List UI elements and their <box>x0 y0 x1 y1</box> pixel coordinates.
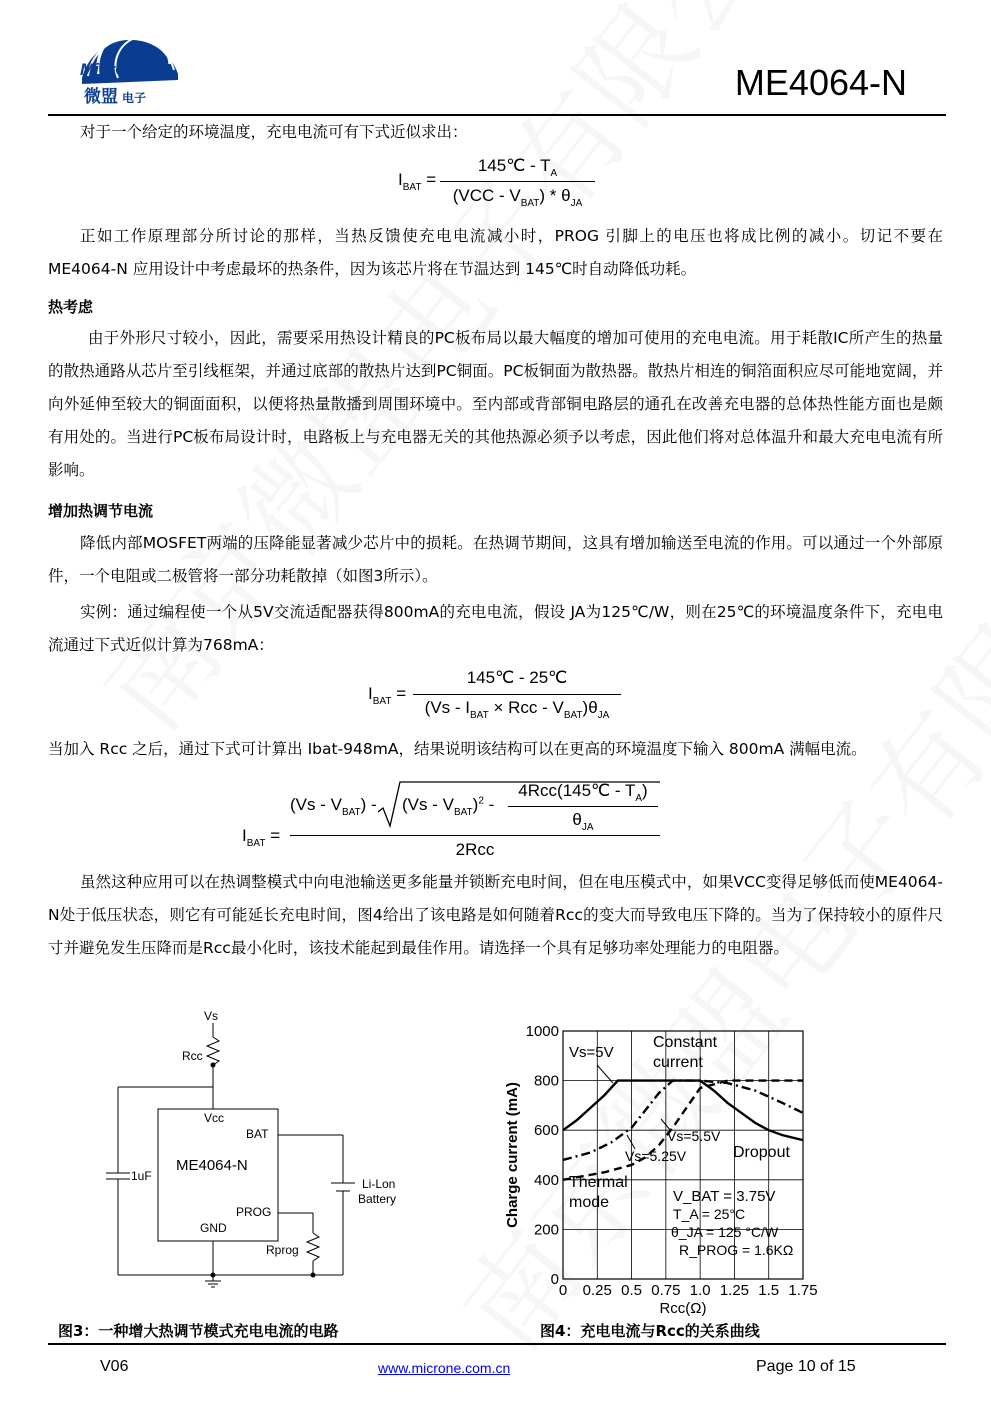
chart-annotation: Vs=5.5V <box>667 1128 721 1144</box>
circuit-label-battery-1: Li-Lon <box>362 1177 396 1191</box>
footer-rule <box>48 1343 946 1345</box>
chart-ytick-label: 200 <box>533 1221 559 1239</box>
chart-xlabel: Rcc(Ω) <box>659 1300 707 1317</box>
node-dot <box>211 1063 216 1068</box>
f3-fraction-bar <box>290 835 660 836</box>
f2-den-c: )θ <box>582 698 598 717</box>
chart-annotation: R_PROG = 1.6KΩ <box>679 1242 794 1258</box>
chart-ytick-label: 800 <box>533 1072 559 1090</box>
f3-num-b: ) - <box>360 795 377 814</box>
f3-rad-b: ) <box>472 795 479 814</box>
f1-num: 145℃ - T <box>477 156 551 175</box>
footer-url-link[interactable]: www.microne.com.cn <box>378 1360 511 1376</box>
f3-inner-bar <box>508 806 658 807</box>
f1-fraction-bar <box>440 181 595 182</box>
chart-xtick-label: 1.5 <box>758 1282 780 1299</box>
logo-cn-main: 微盟 <box>84 87 118 107</box>
f2-den-sub2: BAT <box>563 710 583 721</box>
f1-num-sub: A <box>550 168 558 179</box>
f1-den-b: ) * θ <box>539 186 571 205</box>
chart-xtick-label: 1.75 <box>788 1282 818 1299</box>
chart-xtick-label: 1.25 <box>719 1282 750 1299</box>
f3-lhs: I <box>242 826 247 845</box>
chart-annotation: Vs=5.25V <box>625 1148 687 1164</box>
f3-rad-sup: 2 <box>478 795 484 807</box>
intro-text: 对于一个给定的环境温度，充电电流可有下式近似求出： <box>80 123 468 141</box>
f3-inner-den: θ <box>572 810 582 829</box>
f1-lhs: I <box>398 170 403 189</box>
para-4: 实例：通过编程使一个从5V交流适配器获得800mA的充电电流，假设 JA为125℃/W，则在25℃的环境温度条件下，充电电流通过下式近似计算为768mA： <box>48 603 943 654</box>
circuit-label-vs: Vs <box>204 1009 219 1023</box>
f2-den-sub3: JA <box>597 710 610 721</box>
f1-den-sub2: JA <box>570 198 583 209</box>
chart-annotation: mode <box>569 1194 610 1211</box>
chart-xtick-label: 1.0 <box>689 1282 711 1299</box>
chart-xtick-label: 0.75 <box>651 1282 681 1299</box>
f3-eq: = <box>270 826 281 845</box>
para-3: 降低内部MOSFET两端的压降能显著减少芯片中的损耗。在热调节期间，这具有增加输送至电流的作用。可以通过一个外部原件，一个电阻或二极管将一部分功耗散掉（如图3所示）。 <box>48 534 943 585</box>
f2-lhs-sub: BAT <box>372 696 392 707</box>
f2-den-b: × Rcc - V <box>488 698 564 717</box>
f2-num: 145℃ - 25℃ <box>466 668 568 687</box>
circuit-label-prog: PROG <box>236 1205 272 1219</box>
f3-rad-c: - <box>483 795 495 814</box>
f3-denominator: 2Rcc <box>455 840 495 859</box>
f1-den-sub1: BAT <box>520 198 540 209</box>
f2-den-a: (Vs - I <box>424 698 470 717</box>
para-6: 虽然这种应用可以在热调整模式中向电池输送更多能量并锁断充电时间，但在电压模式中，如果VCC变得足够低而使ME4064-N处于低压状态，则它有可能延长充电时间，图4给出了该电路是如何随着Rcc的变大而导致电压下降的。当为了保持较小的原件尺寸并避免发生压降而是Rcc最小化时，该技术能起到最佳作用。请选择一个具有足够功率处理能力的电阻器。 <box>48 873 943 957</box>
f1-lhs-sub: BAT <box>402 182 422 193</box>
caption-fig3: 图3：一种增大热调节模式充电电流的电路 <box>58 1322 339 1340</box>
f3-inner-den-sub: JA <box>581 822 594 833</box>
chart-ylabel: Charge current (mA) <box>504 1082 521 1228</box>
logo-cn-small: 电子 <box>122 91 147 105</box>
f3-rad-a: (Vs - V <box>402 795 454 814</box>
caption-fig4: 图4：充电电流与Rcc的关系曲线 <box>540 1322 760 1340</box>
heading-thermal: 热考虑 <box>48 298 94 316</box>
circuit-label-chip: ME4064-N <box>176 1157 248 1174</box>
chart-xtick-label: 0 <box>558 1282 568 1299</box>
logo-text: MicrOne <box>80 60 149 79</box>
chart-xtick-label: 0.5 <box>621 1282 643 1299</box>
f3-num-a: (Vs - V <box>290 795 342 814</box>
f3-num-sub1: BAT <box>341 807 361 818</box>
chart-ytick-label: 600 <box>533 1122 559 1140</box>
logo-cn <box>84 82 146 107</box>
node-dot <box>211 1273 216 1278</box>
chart-xtick-label: 0.25 <box>582 1282 612 1299</box>
chart-annotation: V_BAT = 3.75V <box>673 1188 776 1205</box>
f2-lhs: I <box>368 684 373 703</box>
chart-ytick-label: 1000 <box>525 1023 559 1040</box>
footer-version: V06 <box>100 1358 129 1375</box>
circuit-diagram <box>100 1005 420 1310</box>
chart-svg <box>495 1015 825 1320</box>
circuit-label-battery-2: Battery <box>358 1192 397 1206</box>
f3-inner-num: 4Rcc(145℃ - T <box>518 781 636 800</box>
chart-ytick-label: 400 <box>533 1171 559 1189</box>
f2-den-sub1: BAT <box>470 710 489 721</box>
f2-eq: = <box>396 684 407 703</box>
chart-annotation: Constant <box>653 1034 718 1051</box>
para-2: 由于外形尺寸较小，因此，需要采用热设计精良的PC板布局以最大幅度的增加可使用的充电电流。用于耗散IC所产生的热量的散热通路从芯片至引线框架，并通过底部的散热片达到PC铜面。PC板铜面为散热器。散热片相连的铜箔面积应尽可能地宽阔，并向外延伸至较大的铜面面积，以便将热量散播到周围环境中。至内部或背部铜电路层的通孔在改善充电器的总体热性能方面也是颇有用处的。当进行PC板布局设计时，电路板上与充电器无关的其他热源必须予以考虑，因此他们将对总体温升和最大充电电流有所影响。 <box>48 329 943 479</box>
f3-inner-num-end: ) <box>642 781 648 800</box>
f1-den-a: (VCC - V <box>452 186 521 205</box>
chart-ytick-label: 0 <box>550 1271 559 1288</box>
f3-lhs-sub: BAT <box>246 838 266 849</box>
f3-inner-num-sub: A <box>635 793 643 804</box>
circuit-label-gnd: GND <box>200 1221 227 1235</box>
charge-current-chart <box>495 1015 825 1320</box>
circuit-label-rprog: Rprog <box>266 1243 299 1257</box>
circuit-label-cap: 1uF <box>131 1169 152 1183</box>
heading-increase-current: 增加热调节电流 <box>48 502 154 520</box>
footer-page-number: Page 10 of 15 <box>756 1358 856 1375</box>
para-5: 当加入 Rcc 之后，通过下式可计算出 Ibat-948mA，结果说明该结构可以在更高的环境温度下输入 800mA 满幅电流。 <box>48 740 867 758</box>
para-1: 正如工作原理部分所讨论的那样，当热反馈使充电电流减小时，PROG 引脚上的电压也将成比例的减小。切记不要在 ME4064-N 应用设计中考虑最坏的热条件，因为该芯片将在节温达到 145℃时自动降低功耗。 <box>48 227 943 278</box>
node-dot <box>311 1273 316 1278</box>
part-number: ME4064-N <box>734 62 907 103</box>
f2-fraction-bar <box>413 694 621 695</box>
f1-eq: = <box>426 170 437 189</box>
chart-annotation: current <box>653 1054 703 1071</box>
chart-annotation: T_A = 25°C <box>673 1206 746 1222</box>
circuit-label-rcc: Rcc <box>182 1049 203 1063</box>
circuit-label-bat: BAT <box>246 1127 269 1141</box>
chart-annotation: Thermal <box>569 1174 628 1191</box>
chart-annotation: Vs=5V <box>569 1044 614 1061</box>
f3-rad-sub1: BAT <box>453 807 473 818</box>
chart-annotation: Dropout <box>733 1144 790 1161</box>
chart-annotation: θ_JA = 125 °C/W <box>671 1224 779 1240</box>
circuit-label-vcc: Vcc <box>204 1111 225 1125</box>
chart-annotation-arrow <box>627 1135 635 1149</box>
